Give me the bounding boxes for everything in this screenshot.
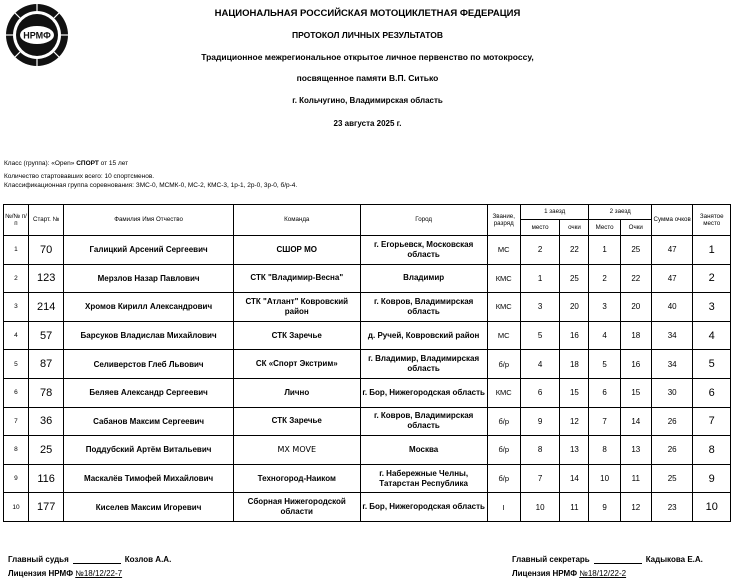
cell-rank: б/р bbox=[487, 464, 520, 493]
cell-nn: 9 bbox=[4, 464, 29, 493]
table-row bbox=[4, 378, 731, 407]
col-header-city: Город bbox=[360, 205, 487, 236]
table-row bbox=[4, 321, 731, 350]
cell-final-place: 9 bbox=[693, 464, 731, 493]
federation-title: НАЦИОНАЛЬНАЯ РОССИЙСКАЯ МОТОЦИКЛЕТНАЯ ФЕДЕРАЦИЯ bbox=[214, 8, 521, 19]
chief-judge-license: Лицензия НРМФ №18/12/22-7 bbox=[8, 569, 123, 578]
col-header-points2: Очки bbox=[620, 220, 651, 236]
cell-name: Селиверстов Глеб Львович bbox=[64, 350, 234, 379]
cell-heat1-points: 13 bbox=[560, 436, 589, 465]
cell-final-place: 7 bbox=[693, 407, 731, 436]
cell-city: Владимир bbox=[360, 264, 487, 293]
cell-rank: б/р bbox=[487, 436, 520, 465]
cell-heat1-place: 1 bbox=[520, 264, 560, 293]
cell-rank: I bbox=[487, 493, 520, 522]
col-header-final: Занятое место bbox=[693, 205, 731, 236]
cell-name: Беляев Александр Сергеевич bbox=[64, 378, 234, 407]
cell-city: г. Бор, Нижегородская область bbox=[360, 378, 487, 407]
cell-heat1-points: 16 bbox=[560, 321, 589, 350]
protocol-title: ПРОТОКОЛ ЛИЧНЫХ РЕЗУЛЬТАТОВ bbox=[292, 30, 443, 40]
cell-heat1-points: 25 bbox=[560, 264, 589, 293]
col-header-rank: Звание, разряд bbox=[487, 205, 520, 236]
cell-heat1-points: 15 bbox=[560, 378, 589, 407]
cell-final-place: 3 bbox=[693, 293, 731, 322]
col-header-name: Фамилия Имя Отчество bbox=[64, 205, 234, 236]
cell-name: Галицкий Арсений Сергеевич bbox=[64, 236, 234, 265]
cell-nn: 8 bbox=[4, 436, 29, 465]
cell-heat1-place: 9 bbox=[520, 407, 560, 436]
class-info: Класс (группа): «Open» СПОРТ от 15 лет bbox=[4, 160, 129, 167]
cell-name: Барсуков Владислав Михайлович bbox=[64, 321, 234, 350]
cell-sum: 30 bbox=[651, 378, 693, 407]
cell-city: г. Ковров, Владимирская область bbox=[360, 407, 487, 436]
cell-final-place: 5 bbox=[693, 350, 731, 379]
participants-count: Количество стартовавших всего: 10 спортсменов. bbox=[4, 173, 155, 180]
cell-nn: 7 bbox=[4, 407, 29, 436]
table-row bbox=[4, 464, 731, 493]
signature-line bbox=[594, 555, 642, 564]
cell-rank: МС bbox=[487, 236, 520, 265]
table-row bbox=[4, 264, 731, 293]
cell-nn: 1 bbox=[4, 236, 29, 265]
cell-start: 214 bbox=[28, 293, 63, 322]
cell-team: Техногород-Наиком bbox=[233, 464, 360, 493]
cell-heat2-points: 16 bbox=[620, 350, 651, 379]
cell-rank: КМС bbox=[487, 293, 520, 322]
table-row bbox=[4, 436, 731, 465]
event-title: Традиционное межрегиональное открытое личное первенство по мотокроссу, bbox=[201, 52, 534, 62]
cell-final-place: 4 bbox=[693, 321, 731, 350]
cell-heat1-place: 5 bbox=[520, 321, 560, 350]
cell-final-place: 10 bbox=[693, 493, 731, 522]
col-header-heat2: 2 заезд bbox=[589, 205, 651, 220]
cell-heat1-points: 11 bbox=[560, 493, 589, 522]
cell-heat2-place: 4 bbox=[589, 321, 620, 350]
table-row bbox=[4, 493, 731, 522]
cell-heat1-place: 4 bbox=[520, 350, 560, 379]
cell-nn: 10 bbox=[4, 493, 29, 522]
cell-heat2-place: 6 bbox=[589, 378, 620, 407]
col-header-place1: место bbox=[520, 220, 560, 236]
cell-nn: 5 bbox=[4, 350, 29, 379]
event-place: г. Кольчугино, Владимирская область bbox=[292, 96, 443, 105]
cell-team: СК «Спорт Экстрим» bbox=[233, 350, 360, 379]
cell-start: 177 bbox=[28, 493, 63, 522]
cell-start: 70 bbox=[28, 236, 63, 265]
cell-rank: КМС bbox=[487, 378, 520, 407]
cell-sum: 40 bbox=[651, 293, 693, 322]
cell-rank: б/р bbox=[487, 350, 520, 379]
cell-team: MX MOVE bbox=[233, 436, 360, 465]
cell-heat1-place: 2 bbox=[520, 236, 560, 265]
col-header-heat1: 1 заезд bbox=[520, 205, 589, 220]
cell-city: г. Бор, Нижегородская область bbox=[360, 493, 487, 522]
cell-nn: 6 bbox=[4, 378, 29, 407]
cell-final-place: 8 bbox=[693, 436, 731, 465]
chief-secretary-license: Лицензия НРМФ №18/12/22-2 bbox=[512, 569, 627, 578]
cell-sum: 26 bbox=[651, 436, 693, 465]
col-header-start: Старт. № bbox=[28, 205, 63, 236]
cell-name: Киселев Максим Игоревич bbox=[64, 493, 234, 522]
cell-heat1-points: 22 bbox=[560, 236, 589, 265]
cell-final-place: 6 bbox=[693, 378, 731, 407]
table-row bbox=[4, 350, 731, 379]
cell-city: д. Ручей, Ковровский район bbox=[360, 321, 487, 350]
cell-final-place: 1 bbox=[693, 236, 731, 265]
cell-heat2-place: 3 bbox=[589, 293, 620, 322]
results-table bbox=[3, 204, 731, 522]
cell-heat2-points: 11 bbox=[620, 464, 651, 493]
cell-nn: 3 bbox=[4, 293, 29, 322]
cell-rank: КМС bbox=[487, 264, 520, 293]
cell-name: Сабанов Максим Сергеевич bbox=[64, 407, 234, 436]
cell-final-place: 2 bbox=[693, 264, 731, 293]
cell-city: г. Ковров, Владимирская область bbox=[360, 293, 487, 322]
cell-team: СШОР МО bbox=[233, 236, 360, 265]
cell-city: г. Егорьевск, Московская область bbox=[360, 236, 487, 265]
cell-city: Москва bbox=[360, 436, 487, 465]
event-date: 23 августа 2025 г. bbox=[333, 119, 402, 128]
col-header-sum: Сумма очков bbox=[651, 205, 693, 236]
cell-heat2-points: 22 bbox=[620, 264, 651, 293]
cell-heat1-place: 6 bbox=[520, 378, 560, 407]
cell-heat2-place: 10 bbox=[589, 464, 620, 493]
cell-city: г. Владимир, Владимирская область bbox=[360, 350, 487, 379]
col-header-points1: очки bbox=[560, 220, 589, 236]
col-header-nn: №/№ п/п bbox=[4, 205, 29, 236]
cell-start: 78 bbox=[28, 378, 63, 407]
cell-sum: 26 bbox=[651, 407, 693, 436]
table-row bbox=[4, 236, 731, 265]
cell-name: Хромов Кирилл Александрович bbox=[64, 293, 234, 322]
cell-start: 36 bbox=[28, 407, 63, 436]
chief-secretary: Главный секретарь Кадыкова Е.А. bbox=[512, 555, 703, 564]
cell-heat2-points: 13 bbox=[620, 436, 651, 465]
cell-nn: 2 bbox=[4, 264, 29, 293]
cell-team: СТК Заречье bbox=[233, 407, 360, 436]
cell-start: 25 bbox=[28, 436, 63, 465]
cell-team: Лично bbox=[233, 378, 360, 407]
table-header-row bbox=[4, 205, 731, 220]
svg-text:НРМФ: НРМФ bbox=[23, 30, 51, 41]
cell-heat2-place: 9 bbox=[589, 493, 620, 522]
cell-heat2-points: 14 bbox=[620, 407, 651, 436]
cell-heat2-place: 2 bbox=[589, 264, 620, 293]
cell-sum: 34 bbox=[651, 350, 693, 379]
chief-judge: Главный судья Козлов А.А. bbox=[8, 555, 172, 564]
cell-sum: 47 bbox=[651, 264, 693, 293]
col-header-team: Команда bbox=[233, 205, 360, 236]
cell-sum: 47 bbox=[651, 236, 693, 265]
cell-name: Мерзлов Назар Павлович bbox=[64, 264, 234, 293]
table-row bbox=[4, 293, 731, 322]
cell-heat2-points: 18 bbox=[620, 321, 651, 350]
cell-start: 123 bbox=[28, 264, 63, 293]
cell-heat1-points: 18 bbox=[560, 350, 589, 379]
cell-heat2-points: 25 bbox=[620, 236, 651, 265]
cell-start: 57 bbox=[28, 321, 63, 350]
col-header-place2: Место bbox=[589, 220, 620, 236]
cell-sum: 23 bbox=[651, 493, 693, 522]
cell-heat1-place: 7 bbox=[520, 464, 560, 493]
cell-team: СТК Заречье bbox=[233, 321, 360, 350]
cell-heat1-points: 12 bbox=[560, 407, 589, 436]
cell-heat2-points: 20 bbox=[620, 293, 651, 322]
classification-group: Классификационная группа соревнования: ЗМС-0, МСМК-0, МС-2, КМС-3, 1р-1, 2р-0, 3р-0, б/р-4. bbox=[4, 182, 298, 189]
cell-heat2-place: 5 bbox=[589, 350, 620, 379]
cell-start: 87 bbox=[28, 350, 63, 379]
cell-city: г. Набережные Челны, Татарстан Республика bbox=[360, 464, 487, 493]
cell-heat1-place: 8 bbox=[520, 436, 560, 465]
cell-heat1-place: 10 bbox=[520, 493, 560, 522]
cell-rank: б/р bbox=[487, 407, 520, 436]
cell-nn: 4 bbox=[4, 321, 29, 350]
cell-heat1-place: 3 bbox=[520, 293, 560, 322]
cell-start: 116 bbox=[28, 464, 63, 493]
cell-team: СТК "Владимир-Весна" bbox=[233, 264, 360, 293]
cell-team: Сборная Нижегородской области bbox=[233, 493, 360, 522]
cell-heat2-place: 8 bbox=[589, 436, 620, 465]
cell-heat1-points: 14 bbox=[560, 464, 589, 493]
cell-name: Маскалёв Тимофей Михайлович bbox=[64, 464, 234, 493]
table-row bbox=[4, 407, 731, 436]
cell-heat2-place: 1 bbox=[589, 236, 620, 265]
cell-heat2-place: 7 bbox=[589, 407, 620, 436]
cell-sum: 34 bbox=[651, 321, 693, 350]
cell-sum: 25 bbox=[651, 464, 693, 493]
cell-heat2-points: 15 bbox=[620, 378, 651, 407]
cell-rank: МС bbox=[487, 321, 520, 350]
cell-team: СТК "Атлант" Ковровский район bbox=[233, 293, 360, 322]
cell-heat1-points: 20 bbox=[560, 293, 589, 322]
signature-line bbox=[73, 555, 121, 564]
cell-name: Поддубский Артём Витальевич bbox=[64, 436, 234, 465]
event-dedication: посвященное памяти В.П. Ситько bbox=[296, 73, 439, 83]
cell-heat2-points: 12 bbox=[620, 493, 651, 522]
